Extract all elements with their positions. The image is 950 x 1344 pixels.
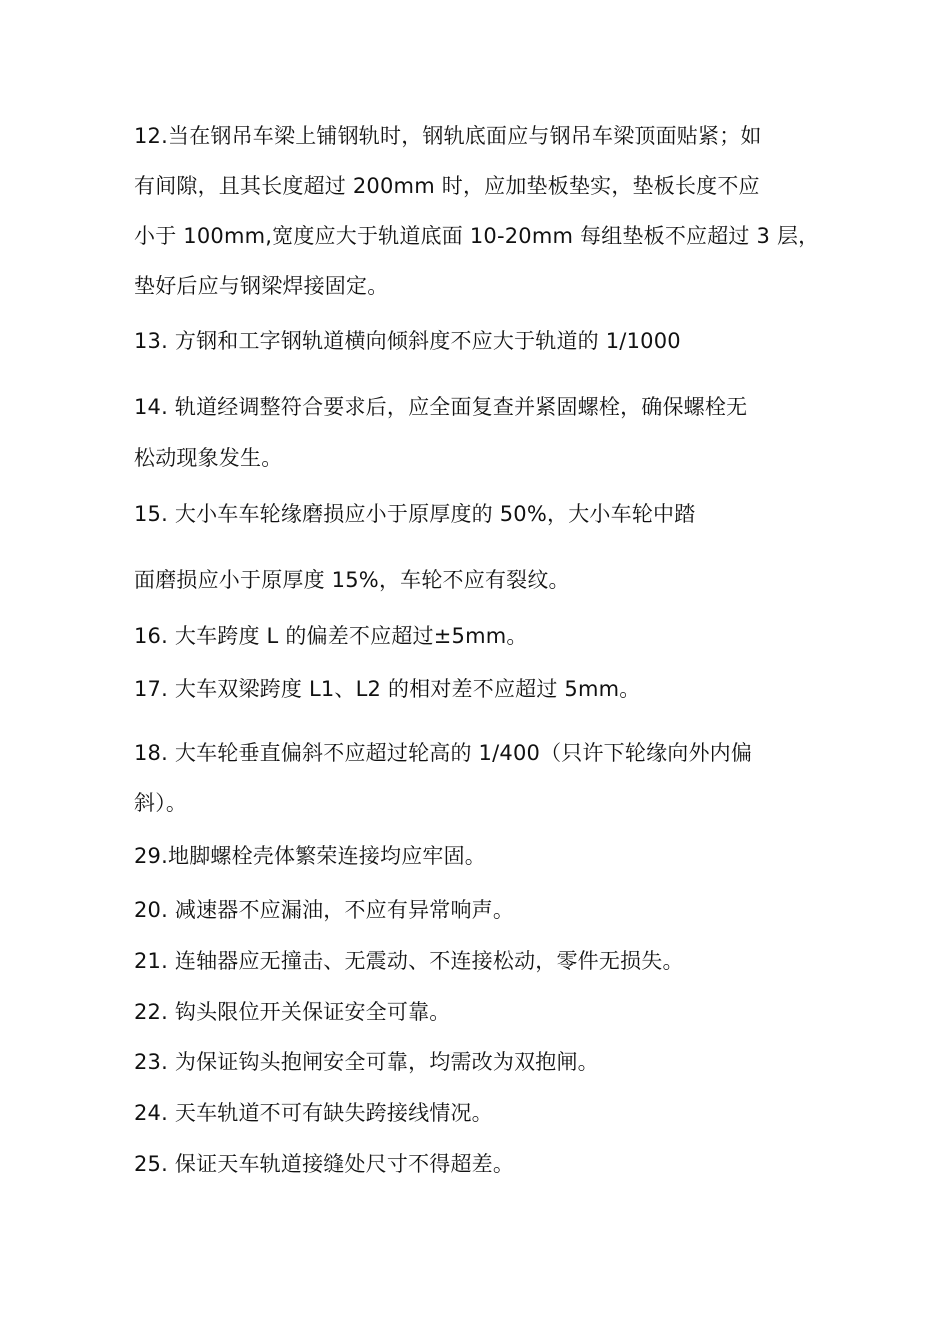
item-23-line-1: 23. 为保证钩头抱闸安全可靠，均需改为双抱闸。 (134, 1050, 599, 1074)
item-25-line-1: 25. 保证天车轨道接缝处尺寸不得超差。 (134, 1152, 515, 1176)
item-12-line-1: 12.当在钢吊车梁上铺钢轨时，钢轨底面应与钢吊车梁顶面贴紧；如 (134, 124, 762, 148)
item-18-line-1: 18. 大车轮垂直偏斜不应超过轮高的 1/400（只许下轮缘向外内偏 (134, 741, 753, 765)
item-14-line-2: 松动现象发生。 (134, 446, 283, 470)
item-17-line-1: 17. 大车双梁跨度 L1、L2 的相对差不应超过 5mm。 (134, 677, 641, 701)
item-29-line-1: 29.地脚螺栓壳体繁荣连接均应牢固。 (134, 844, 486, 868)
item-24-line-1: 24. 天车轨道不可有缺失跨接线情况。 (134, 1101, 493, 1125)
item-18-line-2: 斜）。 (134, 791, 188, 815)
item-12-line-4: 垫好后应与钢梁焊接固定。 (134, 274, 389, 298)
item-15-line-1: 15. 大小车车轮缘磨损应小于原厚度的 50%，大小车轮中踏 (134, 502, 696, 526)
item-12-line-2: 有间隙，且其长度超过 200mm 时，应加垫板垫实，垫板长度不应 (134, 174, 760, 198)
item-16-line-1: 16. 大车跨度 L 的偏差不应超过±5mm。 (134, 624, 528, 648)
item-22-line-1: 22. 钩头限位开关保证安全可靠。 (134, 1000, 451, 1024)
item-15-line-2: 面磨损应小于原厚度 15%，车轮不应有裂纹。 (134, 568, 570, 592)
item-14-line-1: 14. 轨道经调整符合要求后，应全面复查并紧固螺栓，确保螺栓无 (134, 395, 748, 419)
item-21-line-1: 21. 连轴器应无撞击、无震动、不连接松动，零件无损失。 (134, 949, 684, 973)
item-13-line-1: 13. 方钢和工字钢轨道横向倾斜度不应大于轨道的 1/1000 (134, 329, 681, 353)
item-20-line-1: 20. 减速器不应漏油，不应有异常响声。 (134, 898, 515, 922)
item-12-line-3: 小于 100mm,宽度应大于轨道底面 10-20mm 每组垫板不应超过 3 层， (134, 224, 820, 248)
